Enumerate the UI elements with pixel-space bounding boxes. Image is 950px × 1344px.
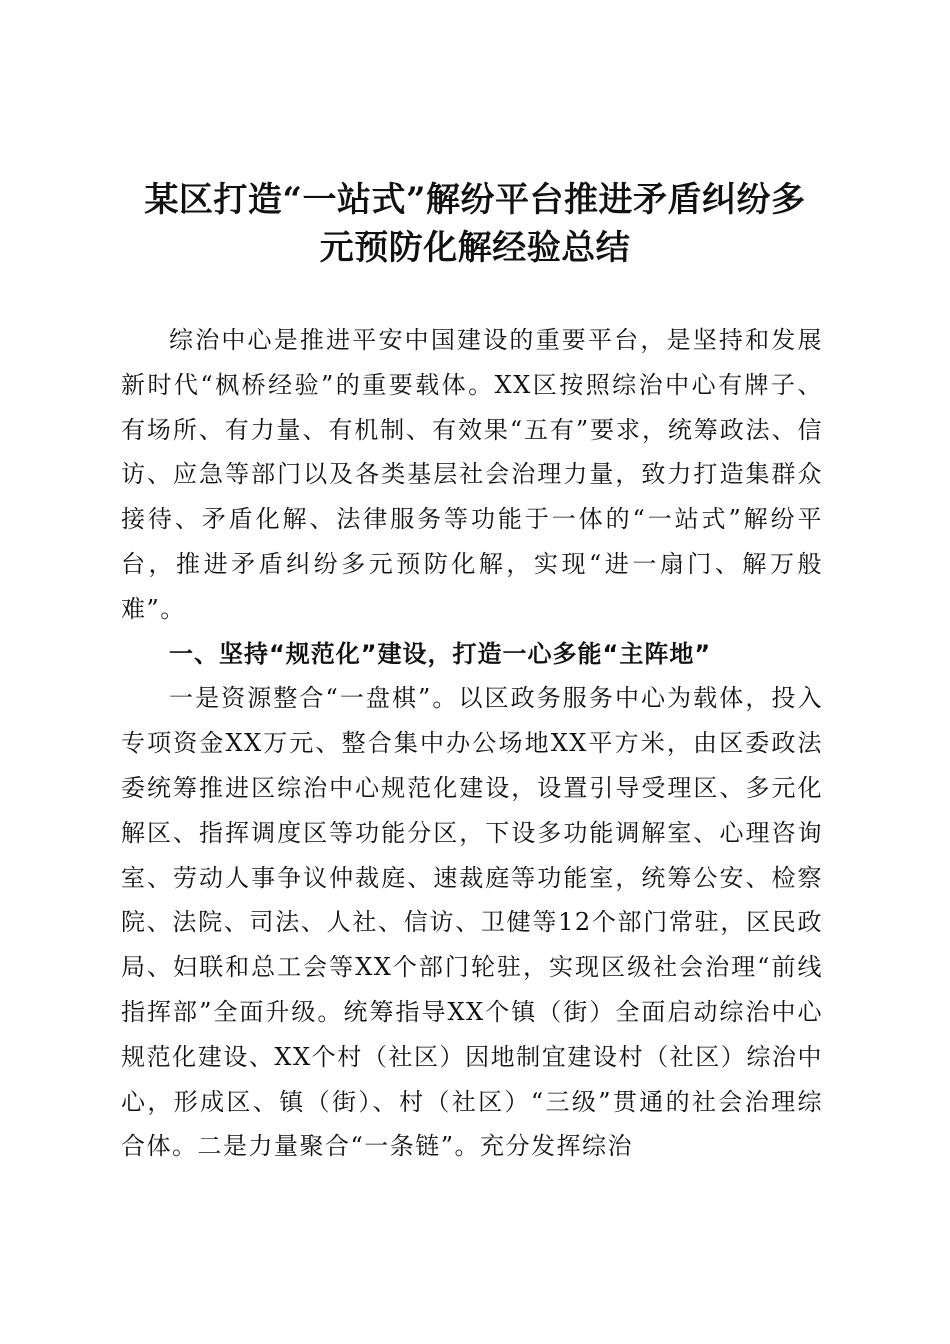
document-body (121, 318, 823, 1169)
body-paragraph: 一是资源整合“一盘棋”。以区政务服务中心为载体，投入专项资金XX万元、整合集中办公场地XX平方米，由区委政法委统筹推进区综治中心规范化建设，设置引导受理区、多元化解区、指挥调度区等功能分区，下设多功能调解室、心理咨询室、劳动人事争议仲裁庭、速裁庭等功能室，统筹公安、检察院、法院、司法、人社、信访、卫健等12个部门常驻，区民政局、妇联和总工会等XX个部门轮驻，实现区级社会治理“前线指挥部”全面升级。统筹指导XX个镇（街）全面启动综治中心规范化建设、XX个村（社区）因地制宜建设村（社区）综治中心，形成区、镇（街）、村（社区）“三级”贯通的社会治理综合体。二是力量聚合“一条链”。充分发挥综治 (121, 684, 823, 1161)
intro-paragraph: 综治中心是推进平安中国建设的重要平台，是坚持和发展新时代“枫桥经验”的重要载体。XX区按照综治中心有牌子、有场所、有力量、有机制、有效果“五有”要求，统筹政法、信访、应急等部门以及各类基层社会治理力量，致力打造集群众接待、矛盾化解、法律服务等功能于一体的“一站式”解纷平台，推进矛盾纠纷多元预防化解，实现“进一扇门、解万般难”。 (121, 326, 823, 623)
document-title (100, 176, 850, 272)
section-heading: 一、坚持“规范化”建设，打造一心多能“主阵地” (169, 639, 712, 668)
title-line-1: 某区打造“一站式”解纷平台推进矛盾纠纷多 (144, 180, 806, 220)
title-line-2: 元预防化解经验总结 (319, 228, 631, 268)
